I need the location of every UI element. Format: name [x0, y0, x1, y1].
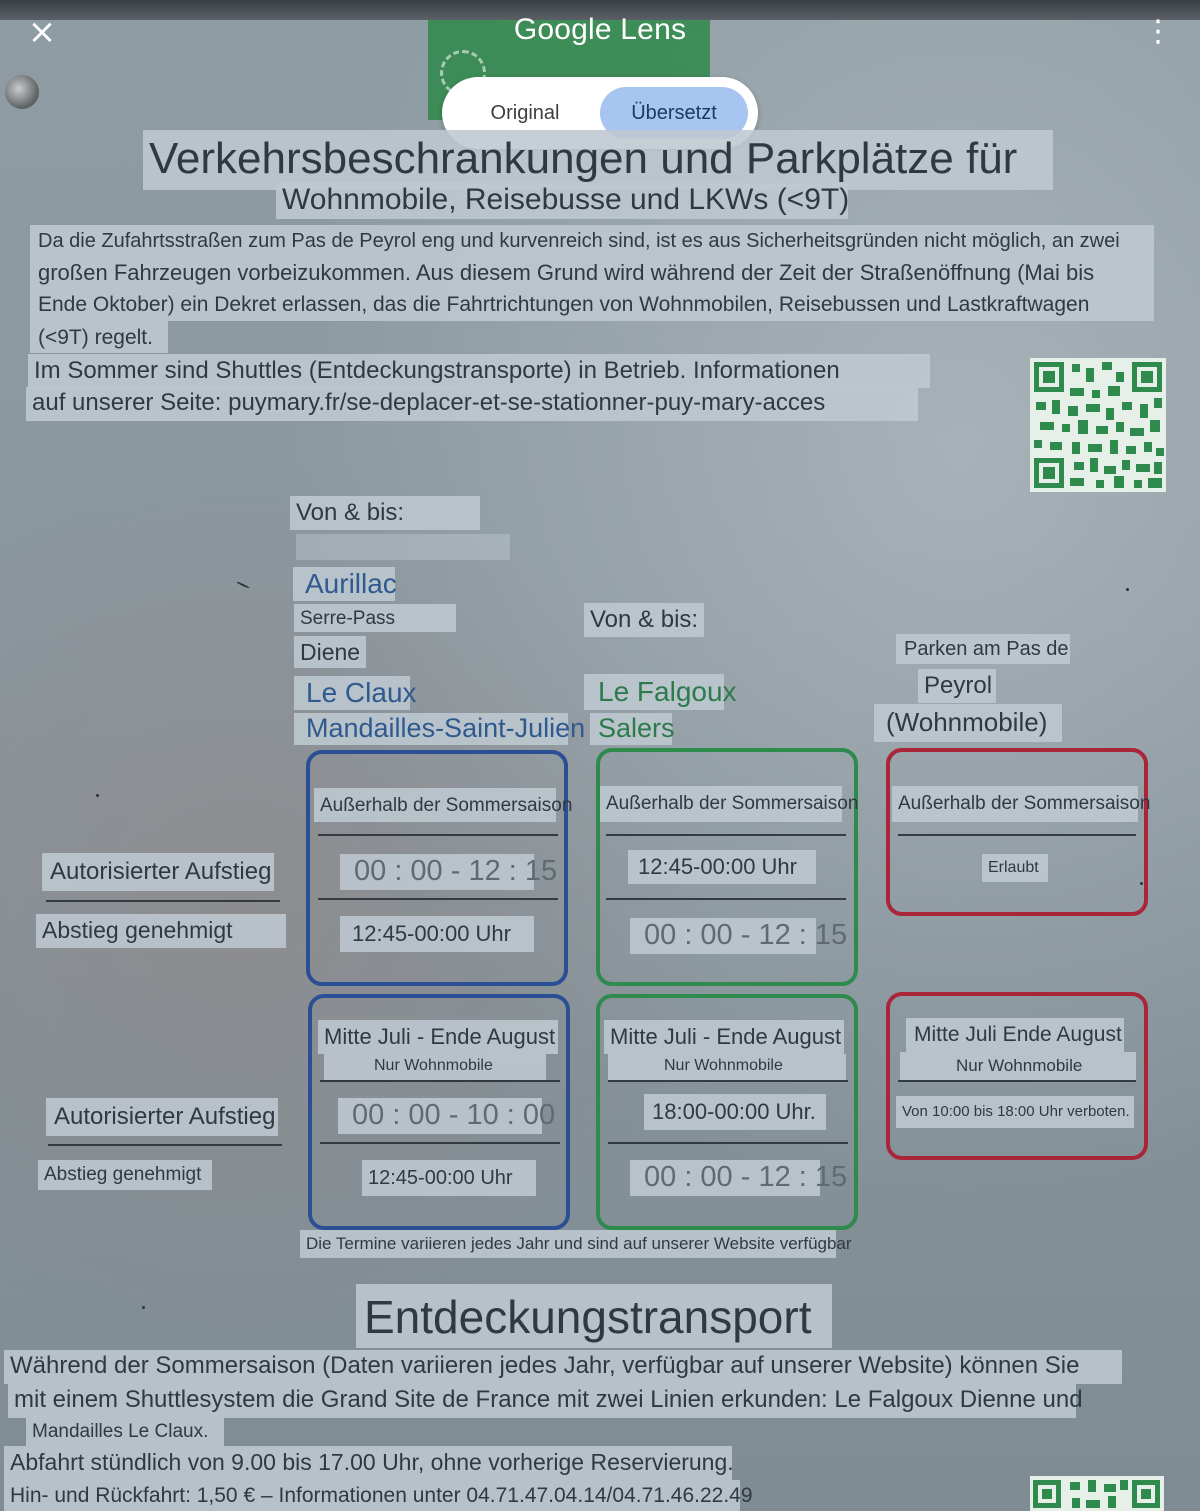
blue-top-descent: 12:45-00:00 Uhr: [340, 916, 534, 952]
place-le-claux: Le Claux: [294, 676, 410, 710]
divider: [320, 1080, 560, 1082]
divider: [608, 1080, 848, 1082]
discovery-title: Entdeckungstransport: [356, 1284, 832, 1348]
divider: [898, 834, 1136, 836]
close-icon[interactable]: ×: [27, 12, 57, 52]
parking-line2: Peyrol: [918, 669, 996, 703]
divider: [608, 1142, 848, 1144]
dates-note: Die Termine variieren jedes Jahr und sind auf unserer Website verfügbar: [300, 1230, 836, 1258]
shuttle-info-line1: Im Sommer sind Shuttles (Entdeckungstransporte) in Betrieb. Informationen: [28, 354, 930, 388]
green-top-season: Außerhalb der Sommersaison: [600, 786, 842, 822]
row2-descent-label: Abstieg genehmigt: [38, 1160, 212, 1190]
blue-bottom-note: Nur Wohnmobile: [324, 1054, 546, 1080]
col2-header: Von & bis:: [584, 603, 704, 637]
divider: [320, 1142, 560, 1144]
screw-bolt: [5, 75, 39, 109]
parking-line1: Parken am Pas de: [896, 634, 1070, 664]
intro-line-1: Da die Zufahrtsstraßen zum Pas de Peyrol eng und kurvenreich sind, ist es aus Sicherheitsgründen nicht möglich, an zwei: [30, 225, 1154, 257]
green-top-descent: 00 : 00 - 12 : 15: [630, 918, 816, 954]
place-salers: Salers: [590, 713, 672, 745]
divider: [606, 898, 846, 900]
speck: [1140, 882, 1143, 885]
place-diene: Diene: [294, 636, 366, 668]
discovery-line-5: Hin- und Rückfahrt: 1,50 € – Informationen unter 04.71.47.04.14/04.71.46.22.49: [4, 1480, 740, 1511]
discovery-line-2: mit einem Shuttlesystem die Grand Site de France mit zwei Linien erkunden: Le Falgoux Dienne und: [8, 1384, 1076, 1418]
intro-line-4: (<9T) regelt.: [30, 321, 168, 353]
blue-top-ascent: 00 : 00 - 12 : 15: [340, 854, 534, 890]
qr-code-icon[interactable]: [1030, 1476, 1164, 1511]
speck: [1126, 588, 1129, 591]
green-bottom-note: Nur Wohnmobile: [608, 1054, 846, 1080]
blue-bottom-season: Mitte Juli - Ende August: [318, 1020, 558, 1054]
divider: [318, 834, 558, 836]
green-top-ascent: 12:45-00:00 Uhr: [628, 850, 816, 884]
toggle-original[interactable]: Original: [490, 102, 560, 124]
intro-line-2: großen Fahrzeugen vorbeizukommen. Aus diesem Grund wird während der Zeit der Straßenöffnung (Mai bis: [30, 257, 1154, 289]
row1-ascent-label: Autorisierter Aufstieg: [42, 853, 274, 891]
speck: [142, 1306, 145, 1309]
discovery-line-3: Mandailles Le Claux.: [26, 1418, 224, 1446]
red-top-season: Außerhalb der Sommersaison: [892, 786, 1138, 822]
place-aurillac: Aurillac: [293, 567, 395, 601]
place-mandailles: Mandailles-Saint-Julien: [294, 713, 568, 745]
divider: [898, 1080, 1136, 1082]
blue-bottom-ascent: 00 : 00 - 10 : 00: [338, 1098, 542, 1134]
divider: [46, 900, 280, 902]
parking-line3: (Wohnmobile): [874, 704, 1062, 742]
sign-title-line2: Wohnmobile, Reisebusse und LKWs (<9T): [276, 183, 848, 219]
place-serre-pass: Serre-Pass: [294, 604, 456, 632]
intro-line-3: Ende Oktober) ein Dekret erlassen, das die Fahrtrichtungen von Wohnmobilen, Reisebussen und Lastkraftwagen: [30, 289, 1154, 321]
discovery-line-1: Während der Sommersaison (Daten variieren jedes Jahr, verfügbar auf unserer Website) können Sie: [4, 1350, 1122, 1384]
divider: [48, 1144, 282, 1146]
green-bottom-descent: 00 : 00 - 12 : 15: [630, 1160, 820, 1196]
divider: [318, 898, 558, 900]
ghost-box: [296, 534, 510, 560]
green-bottom-ascent: 18:00-00:00 Uhr.: [644, 1094, 826, 1130]
discovery-line-4: Abfahrt stündlich von 9.00 bis 17.00 Uhr, ohne vorherige Reservierung.: [4, 1446, 732, 1480]
red-bottom-season: Mitte Juli Ende August: [906, 1018, 1124, 1052]
place-le-falgoux: Le Falgoux: [584, 674, 724, 710]
speck: [96, 794, 99, 797]
app-title: Google Lens: [513, 13, 687, 46]
blue-bottom-descent: 12:45-00:00 Uhr: [362, 1160, 536, 1196]
shuttle-info-line2[interactable]: auf unserer Seite: puymary.fr/se-deplacer-et-se-stationner-puy-mary-acces: [26, 387, 918, 421]
qr-code-icon[interactable]: [1030, 358, 1166, 492]
scratch: [236, 581, 250, 589]
row2-ascent-label: Autorisierter Aufstieg: [46, 1098, 278, 1136]
more-vert-icon[interactable]: ⋮: [1143, 14, 1173, 49]
red-top-status: Erlaubt: [982, 854, 1048, 882]
row1-descent-label: Abstieg genehmigt: [36, 914, 286, 948]
red-bottom-status: Von 10:00 bis 18:00 Uhr verboten.: [896, 1096, 1134, 1128]
sign-title-line1: Verkehrsbeschrankungen und Parkplätze für: [143, 130, 1053, 190]
divider: [606, 834, 846, 836]
blue-top-season: Außerhalb der Sommersaison: [314, 788, 556, 822]
schedule-box-red-offseason: [886, 748, 1148, 916]
toggle-translated[interactable]: Übersetzt: [600, 87, 748, 139]
green-bottom-season: Mitte Juli - Ende August: [604, 1020, 844, 1054]
col1-header: Von & bis:: [290, 496, 480, 530]
red-bottom-note: Nur Wohnmobile: [900, 1052, 1136, 1080]
